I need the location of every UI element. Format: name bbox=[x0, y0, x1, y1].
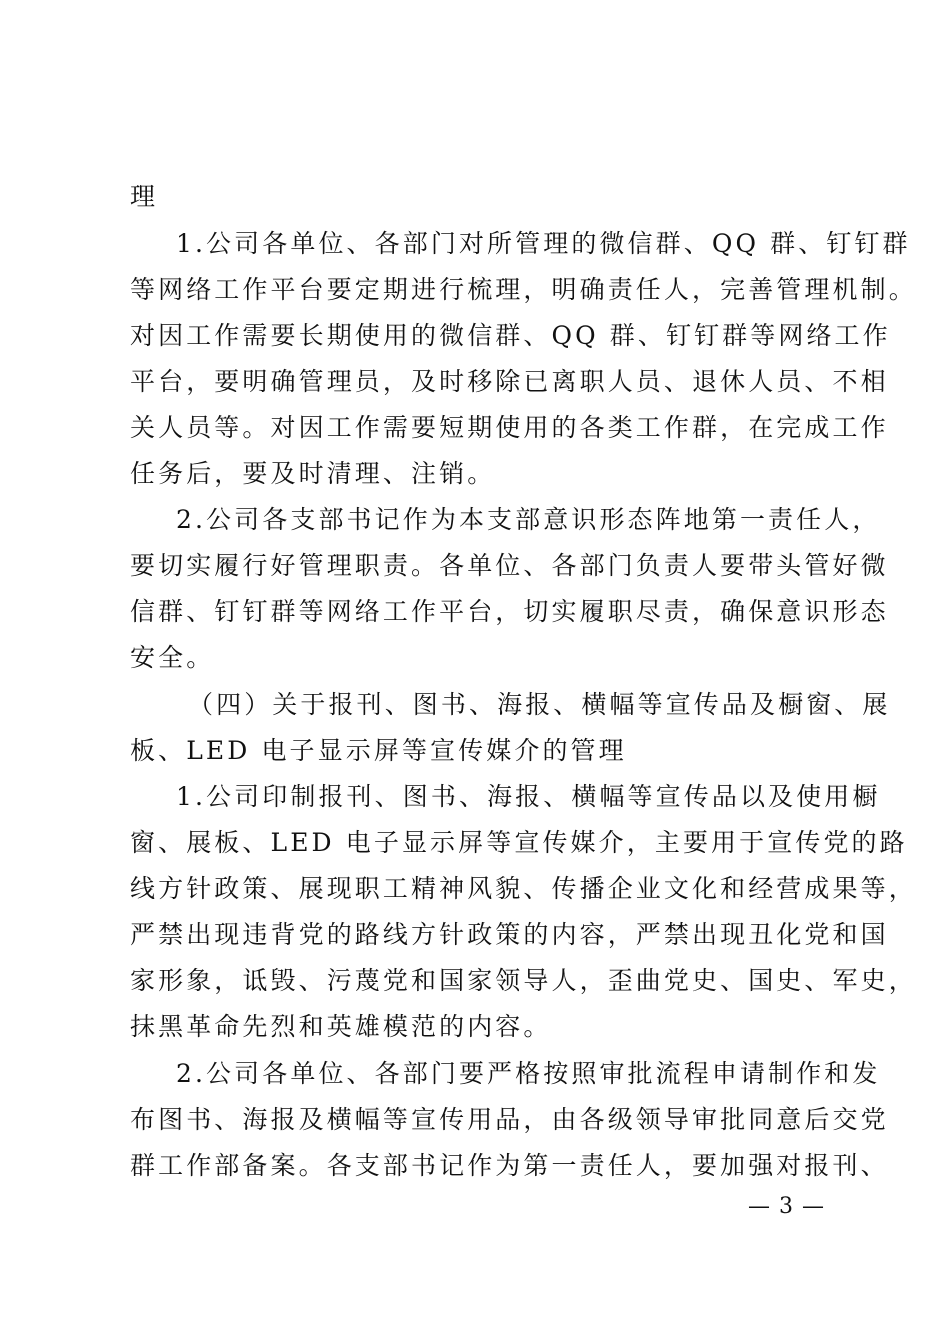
text-line: 信群、钉钉群等网络工作平台，切实履职尽责，确保意识形态 bbox=[130, 597, 889, 626]
section-heading-continued: 板、LED 电子显示屏等宣传媒介的管理 bbox=[130, 736, 627, 765]
text-line: 要切实履行好管理职责。各单位、各部门负责人要带头管好微 bbox=[130, 551, 889, 580]
section-heading: （四）关于报刊、图书、海报、横幅等宣传品及橱窗、展 bbox=[188, 690, 891, 719]
text-line: 等网络工作平台要定期进行梳理，明确责任人，完善管理机制。 bbox=[130, 275, 917, 304]
text-line: 1.公司各单位、各部门对所管理的微信群、QQ 群、钉钉群 bbox=[176, 229, 911, 258]
text-line: 2.公司各单位、各部门要严格按照审批流程申请制作和发 bbox=[176, 1059, 881, 1088]
text-line: 严禁出现违背党的路线方针政策的内容，严禁出现丑化党和国 bbox=[130, 920, 889, 949]
text-line: 2.公司各支部书记作为本支部意识形态阵地第一责任人， bbox=[176, 505, 881, 534]
text-line: 关人员等。对因工作需要短期使用的各类工作群，在完成工作 bbox=[130, 413, 889, 442]
text-line: 1.公司印制报刊、图书、海报、横幅等宣传品以及使用橱 bbox=[176, 782, 881, 811]
text-line: 抹黑革命先烈和英雄模范的内容。 bbox=[130, 1012, 552, 1041]
text-line: 任务后，要及时清理、注销。 bbox=[130, 459, 496, 488]
text-line: 对因工作需要长期使用的微信群、QQ 群、钉钉群等网络工作 bbox=[130, 321, 891, 350]
page-number: — 3 — bbox=[748, 1194, 825, 1219]
text-line: 布图书、海报及横幅等宣传用品，由各级领导审批同意后交党 bbox=[130, 1105, 889, 1134]
text-line: 理 bbox=[130, 182, 159, 211]
text-line: 家形象，诋毁、污蔑党和国家领导人，歪曲党史、国史、军史， bbox=[130, 966, 917, 995]
text-line: 平台，要明确管理员，及时移除已离职人员、退休人员、不相 bbox=[130, 367, 889, 396]
text-line: 群工作部备案。各支部书记作为第一责任人，要加强对报刊、 bbox=[130, 1151, 889, 1180]
text-line: 安全。 bbox=[130, 643, 215, 672]
text-line: 线方针政策、展现职工精神风貌、传播企业文化和经营成果等， bbox=[130, 874, 917, 903]
text-line: 窗、展板、LED 电子显示屏等宣传媒介，主要用于宣传党的路 bbox=[130, 828, 908, 857]
